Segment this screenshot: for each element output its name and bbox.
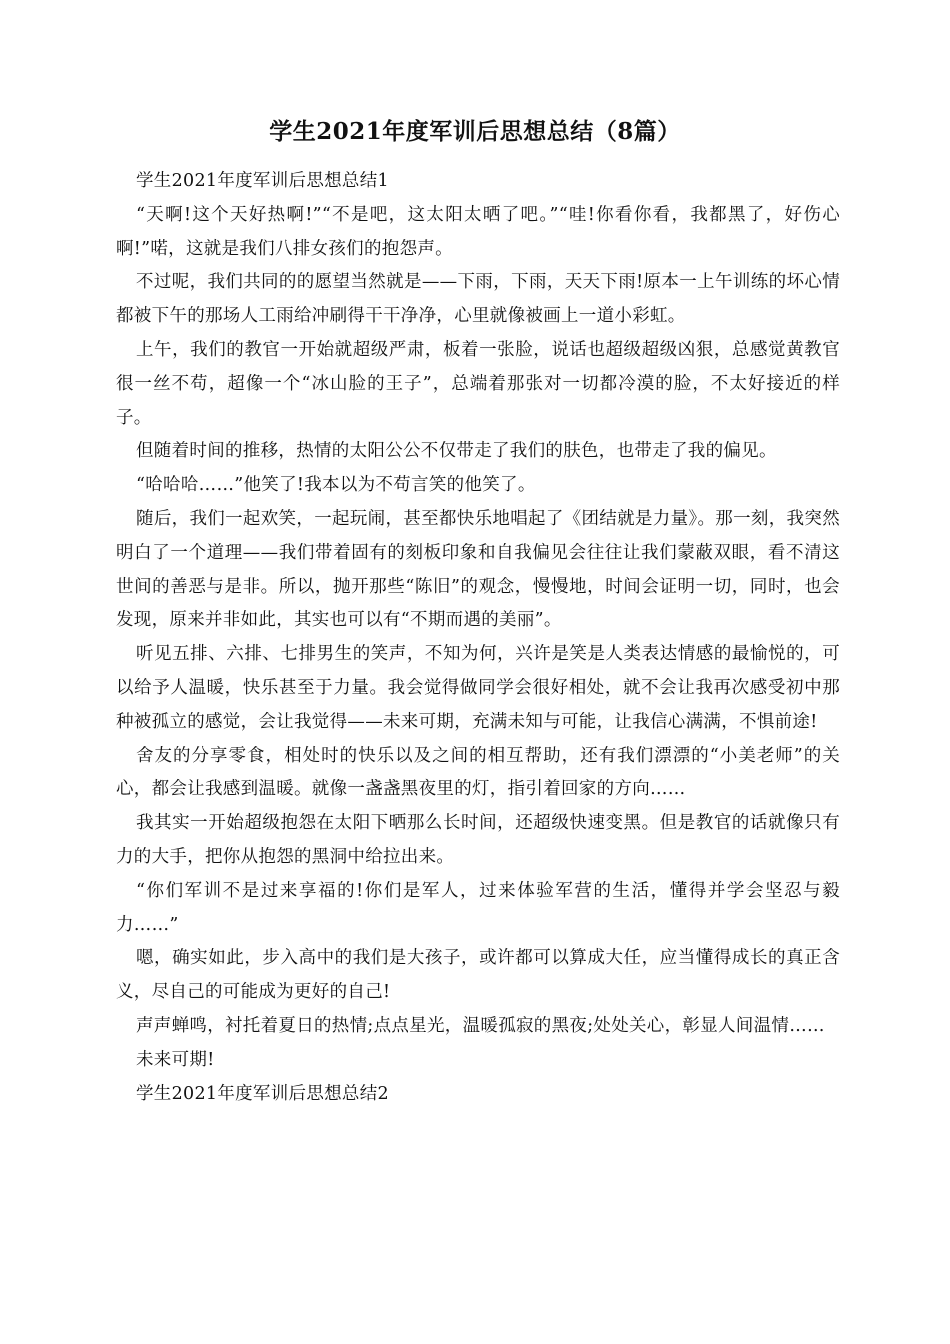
paragraph: 未来可期! [136, 1049, 215, 1070]
paragraph-section-heading-2: 学生2021年度军训后思想总结2 [136, 1083, 389, 1104]
paragraph: 我其实一开始超级抱怨在太阳下晒那么长时间，还超级快速变黑。但是教官的话就像只有力的大手，把你从抱怨的黑洞中给拉出来。 [116, 813, 840, 867]
paragraph-section-heading-1: 学生2021年度军训后思想总结1 [136, 171, 389, 191]
paragraph: 嗯，确实如此，步入高中的我们是大孩子，或许都可以算成大任，应当懂得成长的真正含义，尽自己的可能成为更好的自己! [116, 948, 840, 1003]
paragraph: “哈哈哈……”他笑了!我本以为不苟言笑的他笑了。 [136, 475, 536, 496]
paragraph: 随后，我们一起欢笑，一起玩闹，甚至都快乐地唱起了《团结就是力量》。那一刻，我突然明白了一个道理——我们带着固有的刻板印象和自我偏见会往往让我们蒙蔽双眼，看不清这世间的善恶与是非。所以，抛开那些“陈旧”的观念，慢慢地，时间会证明一切，同时，也会发现，原来并非如此，其实也可以有“不期而遇的美丽”。 [116, 508, 840, 631]
paragraph: 声声蝉鸣，衬托着夏日的热情;点点星光，温暖孤寂的黑夜;处处关心，彰显人间温情…… [136, 1015, 825, 1036]
paragraph: 不过呢，我们共同的的愿望当然就是——下雨，下雨，天天下雨!原本一上午训练的坏心情都被下午的那场人工雨给冲刷得干干净净，心里就像被画上一道小彩虹。 [116, 272, 840, 327]
paragraph: “你们军训不是过来享福的!你们是军人，过来体验军营的生活，懂得并学会坚忍与毅力……” [116, 880, 840, 935]
paragraph: 但随着时间的推移，热情的太阳公公不仅带走了我们的肤色，也带走了我的偏见。 [136, 441, 777, 462]
paragraph: 舍友的分享零食，相处时的快乐以及之间的相互帮助，还有我们漂漂的“小美老师”的关心，都会让我感到温暖。就像一盏盏黑夜里的灯，指引着回家的方向…… [116, 745, 840, 800]
paragraph: 上午，我们的教官一开始就超级严肃，板着一张脸，说话也超级超级凶狠，总感觉黄教官很一丝不苟，超像一个“冰山脸的王子”，总端着那张对一切都冷漠的脸，不太好接近的样子。 [116, 339, 840, 428]
document-body [116, 165, 840, 1111]
document-title: 学生2021年度军训后思想总结（8篇） [269, 118, 681, 145]
paragraph: “天啊!这个天好热啊!”“不是吧，这太阳太晒了吧。”“哇!你看你看，我都黑了，好伤心啊!”喏，这就是我们八排女孩们的抱怨声。 [116, 204, 840, 259]
paragraph: 听见五排、六排、七排男生的笑声，不知为何，兴许是笑是人类表达情感的最愉悦的，可以给予人温暖，快乐甚至于力量。我会觉得做同学会很好相处，就不会让我再次感受初中那种被孤立的感觉，会让我觉得——未来可期，充满未知与可能，让我信心满满，不惧前途! [116, 644, 840, 732]
